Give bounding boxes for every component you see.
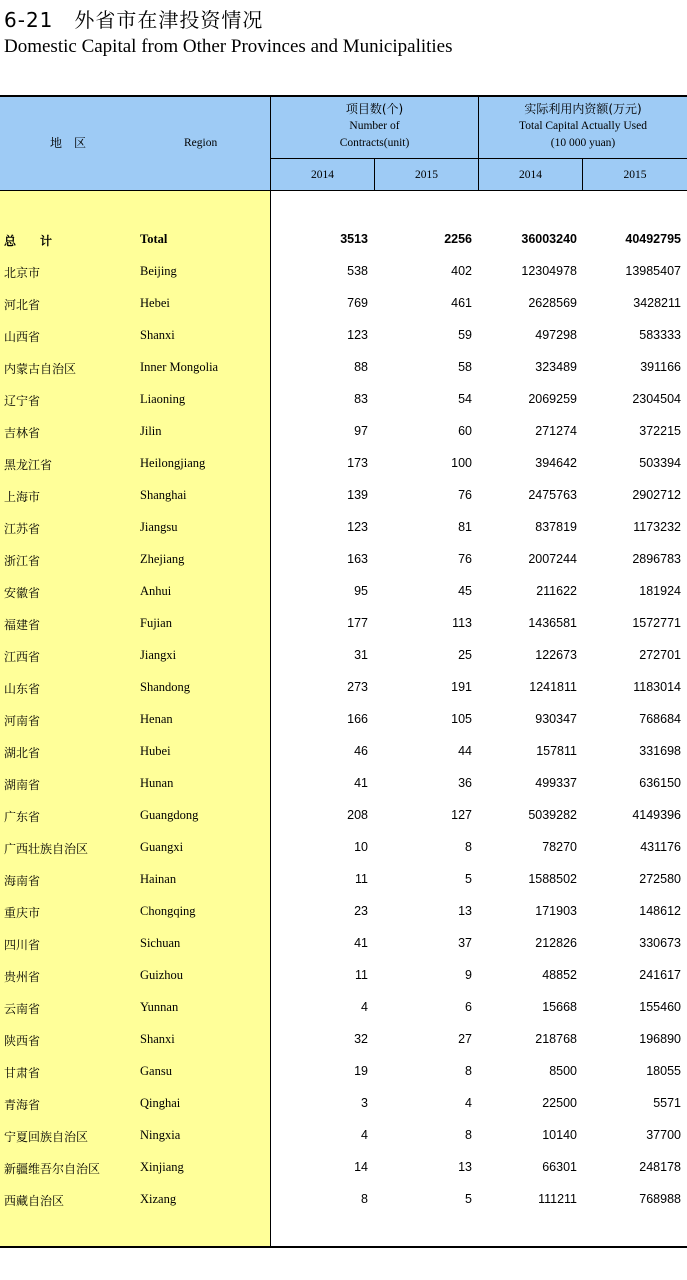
capital-2015: 148612 <box>639 904 681 918</box>
table-row <box>0 383 687 415</box>
capital-2015: 241617 <box>639 968 681 982</box>
region-name-en: Sichuan <box>140 936 181 950</box>
contracts-2015: 76 <box>458 552 472 566</box>
region-name-en: Xinjiang <box>140 1160 184 1174</box>
contracts-2015: 2256 <box>444 232 472 246</box>
table-row <box>0 415 687 447</box>
table-row <box>0 927 687 959</box>
region-name-en: Heilongjiang <box>140 456 206 470</box>
table-row <box>0 575 687 607</box>
region-name-cn: 贵州省 <box>4 970 41 984</box>
table-row <box>0 1151 687 1183</box>
capital-2015: 636150 <box>639 776 681 790</box>
capital-2015: 18055 <box>646 1064 681 1078</box>
header-contracts: 项目数(个) Number of Contracts(unit) <box>339 102 410 149</box>
capital-2014: 271274 <box>535 424 577 438</box>
contracts-2015: 25 <box>458 648 472 662</box>
region-name-cn: 北京市 <box>4 266 41 280</box>
contracts-2014: 163 <box>347 552 368 566</box>
region-name-en: Beijing <box>140 264 177 278</box>
capital-2014: 66301 <box>542 1160 577 1174</box>
contracts-2014: 4 <box>361 1128 368 1142</box>
contracts-2014: 83 <box>354 392 368 406</box>
table-title-chinese: 6-21 外省市在津投资情况 <box>4 8 264 32</box>
region-name-en: Jilin <box>140 424 162 438</box>
contracts-2015: 5 <box>465 1192 472 1206</box>
region-name-en: Guangxi <box>140 840 184 854</box>
region-name-cn: 四川省 <box>4 938 41 952</box>
region-name-cn: 广西壮族自治区 <box>4 842 89 856</box>
contracts-2014: 14 <box>354 1160 368 1174</box>
capital-2014: 497298 <box>535 328 577 342</box>
region-name-cn: 云南省 <box>4 1002 41 1016</box>
table-row <box>0 639 687 671</box>
table-row <box>0 511 687 543</box>
contracts-2015: 59 <box>458 328 472 342</box>
table-row <box>0 671 687 703</box>
region-name-cn: 山东省 <box>4 682 41 696</box>
capital-2014: 22500 <box>542 1096 577 1110</box>
region-name-cn: 河北省 <box>4 298 41 312</box>
region-name-en: Shanxi <box>140 1032 175 1046</box>
capital-2014: 1436581 <box>528 616 577 630</box>
table-row <box>0 1055 687 1087</box>
region-name-en: Hainan <box>140 872 177 886</box>
contracts-2014: 123 <box>347 520 368 534</box>
table-row <box>0 319 687 351</box>
capital-2014: 157811 <box>536 744 577 758</box>
capital-2014: 171903 <box>535 904 577 918</box>
region-name-en: Shandong <box>140 680 190 694</box>
capital-2014: 2069259 <box>528 392 577 406</box>
region-name-cn: 江西省 <box>4 650 41 664</box>
table-row <box>0 1183 687 1215</box>
table-row-total <box>0 223 687 255</box>
capital-2014: 15668 <box>542 1000 577 1014</box>
region-name-en: Zhejiang <box>140 552 185 566</box>
contracts-2014: 97 <box>354 424 368 438</box>
region-name-cn: 湖南省 <box>4 778 41 792</box>
contracts-2015: 5 <box>465 872 472 886</box>
region-name-cn: 浙江省 <box>4 554 41 568</box>
region-name-en: Yunnan <box>140 1000 179 1014</box>
contracts-2014: 177 <box>347 616 368 630</box>
header-year: 2015 <box>415 169 438 181</box>
contracts-2015: 8 <box>465 840 472 854</box>
contracts-2014: 41 <box>354 776 368 790</box>
region-name-en: Guizhou <box>140 968 184 982</box>
contracts-2014: 19 <box>354 1064 368 1078</box>
contracts-2014: 3 <box>361 1096 368 1110</box>
capital-2015: 2304504 <box>632 392 681 406</box>
contracts-2014: 11 <box>355 872 368 886</box>
capital-2015: 1572771 <box>632 616 681 630</box>
capital-2015: 1173232 <box>633 520 681 534</box>
contracts-2015: 4 <box>465 1096 472 1110</box>
contracts-2014: 88 <box>354 360 368 374</box>
table-row <box>0 543 687 575</box>
table-row <box>0 703 687 735</box>
region-name-en: Jiangsu <box>140 520 178 534</box>
header-year: 2014 <box>519 169 542 181</box>
investment-table <box>0 95 687 1248</box>
contracts-2015: 36 <box>458 776 472 790</box>
contracts-2014: 208 <box>347 808 368 822</box>
contracts-2014: 46 <box>354 744 368 758</box>
region-name-cn: 宁夏回族自治区 <box>4 1130 89 1144</box>
contracts-2015: 37 <box>458 936 472 950</box>
region-name-en: Jiangxi <box>140 648 177 662</box>
contracts-2014: 11 <box>355 968 368 982</box>
region-name-cn: 甘肃省 <box>4 1066 41 1080</box>
region-name-cn: 陕西省 <box>4 1034 41 1048</box>
table-header <box>0 97 687 191</box>
contracts-2015: 113 <box>452 616 472 630</box>
region-name-cn: 上海市 <box>4 490 41 504</box>
contracts-2014: 538 <box>347 264 368 278</box>
capital-2014: 1241811 <box>529 680 577 694</box>
table-row <box>0 831 687 863</box>
capital-2015: 37700 <box>646 1128 681 1142</box>
contracts-2015: 127 <box>451 808 472 822</box>
table-row <box>0 863 687 895</box>
capital-2014: 8500 <box>549 1064 577 1078</box>
table-row <box>0 735 687 767</box>
region-name-en: Ningxia <box>140 1128 181 1142</box>
contracts-2014: 3513 <box>340 232 368 246</box>
table-row <box>0 895 687 927</box>
region-name-cn: 安徽省 <box>4 586 41 600</box>
capital-2015: 13985407 <box>625 264 681 278</box>
table-row <box>0 1087 687 1119</box>
capital-2014: 2475763 <box>528 488 577 502</box>
region-name-cn: 辽宁省 <box>4 394 41 408</box>
contracts-2014: 31 <box>354 648 368 662</box>
region-name-cn: 青海省 <box>4 1098 41 1112</box>
contracts-2015: 27 <box>458 1032 472 1046</box>
capital-2015: 391166 <box>640 360 681 374</box>
capital-2014: 111211 <box>538 1192 577 1206</box>
capital-2015: 1183014 <box>633 680 681 694</box>
table-row <box>0 255 687 287</box>
contracts-2014: 769 <box>347 296 368 310</box>
header-year: 2014 <box>311 169 334 181</box>
capital-2014: 1588502 <box>528 872 577 886</box>
region-name-cn: 福建省 <box>4 618 41 632</box>
table-row <box>0 351 687 383</box>
table-row <box>0 959 687 991</box>
table-row <box>0 991 687 1023</box>
header-year: 2015 <box>623 169 647 181</box>
table-row <box>0 607 687 639</box>
region-name-en: Xizang <box>140 1192 177 1206</box>
capital-2015: 248178 <box>639 1160 681 1174</box>
capital-2014: 2007244 <box>528 552 577 566</box>
table-row <box>0 447 687 479</box>
table-row <box>0 1023 687 1055</box>
region-name-en: Shanxi <box>140 328 175 342</box>
region-name-en: Shanghai <box>140 488 187 502</box>
table-title-english: Domestic Capital from Other Provinces and Municipalities <box>4 36 453 57</box>
capital-2015: 3428211 <box>633 296 681 310</box>
contracts-2015: 461 <box>451 296 472 310</box>
capital-2015: 2902712 <box>632 488 681 502</box>
region-name-en: Henan <box>140 712 173 726</box>
capital-2015: 431176 <box>640 840 681 854</box>
capital-2014: 218768 <box>535 1032 577 1046</box>
capital-2015: 330673 <box>639 936 681 950</box>
contracts-2015: 58 <box>458 360 472 374</box>
region-name-en: Hebei <box>140 296 170 310</box>
capital-2015: 2896783 <box>632 552 681 566</box>
region-name-en: Anhui <box>140 584 172 598</box>
capital-2015: 503394 <box>639 456 681 470</box>
capital-2014: 394642 <box>535 456 577 470</box>
region-name-en: Qinghai <box>140 1096 181 1110</box>
header-region-en: Region <box>184 137 218 149</box>
capital-2015: 272701 <box>639 648 681 662</box>
region-name-cn: 湖北省 <box>4 746 41 760</box>
table-row <box>0 1119 687 1151</box>
region-name-en: Fujian <box>140 616 172 630</box>
capital-2015: 196890 <box>639 1032 681 1046</box>
capital-2015: 40492795 <box>625 232 681 246</box>
region-name-cn: 内蒙古自治区 <box>4 362 77 376</box>
contracts-2014: 32 <box>354 1032 368 1046</box>
region-name-en: Hunan <box>140 776 174 790</box>
region-name-cn: 广东省 <box>4 810 41 824</box>
region-name-en: Total <box>140 232 168 246</box>
capital-2015: 372215 <box>639 424 681 438</box>
contracts-2014: 139 <box>347 488 368 502</box>
region-name-cn: 总 计 <box>4 234 53 248</box>
contracts-2015: 8 <box>465 1064 472 1078</box>
capital-2015: 583333 <box>639 328 681 342</box>
region-name-en: Liaoning <box>140 392 186 406</box>
capital-2014: 499337 <box>535 776 577 790</box>
contracts-2015: 44 <box>458 744 472 758</box>
region-name-cn: 山西省 <box>4 330 41 344</box>
capital-2014: 211622 <box>536 584 577 598</box>
region-name-en: Chongqing <box>140 904 196 918</box>
capital-2015: 768988 <box>639 1192 681 1206</box>
contracts-2015: 60 <box>458 424 472 438</box>
table-body <box>0 223 687 1215</box>
region-name-cn: 海南省 <box>4 874 41 888</box>
capital-2015: 5571 <box>653 1096 681 1110</box>
capital-2014: 930347 <box>535 712 577 726</box>
region-name-en: Hubei <box>140 744 171 758</box>
contracts-2014: 41 <box>354 936 368 950</box>
region-name-en: Gansu <box>140 1064 172 1078</box>
capital-2014: 5039282 <box>528 808 577 822</box>
region-name-cn: 黑龙江省 <box>4 458 53 472</box>
contracts-2015: 191 <box>451 680 472 694</box>
region-name-cn: 新疆维吾尔自治区 <box>4 1162 101 1176</box>
region-name-cn: 江苏省 <box>4 522 41 536</box>
region-name-cn: 河南省 <box>4 714 41 728</box>
contracts-2014: 4 <box>361 1000 368 1014</box>
contracts-2014: 10 <box>354 840 368 854</box>
header-region-cn: 地 区 <box>50 136 87 150</box>
contracts-2015: 100 <box>451 456 472 470</box>
capital-2014: 10140 <box>542 1128 577 1142</box>
contracts-2014: 23 <box>354 904 368 918</box>
contracts-2014: 123 <box>347 328 368 342</box>
capital-2014: 12304978 <box>521 264 577 278</box>
capital-2014: 212826 <box>535 936 577 950</box>
table-bottom-rule <box>0 1246 687 1248</box>
contracts-2015: 13 <box>458 904 472 918</box>
contracts-2015: 45 <box>458 584 472 598</box>
capital-2015: 768684 <box>639 712 681 726</box>
contracts-2015: 6 <box>465 1000 472 1014</box>
contracts-2014: 173 <box>347 456 368 470</box>
region-name-en: Guangdong <box>140 808 199 822</box>
contracts-2015: 81 <box>458 520 472 534</box>
region-name-cn: 西藏自治区 <box>4 1194 65 1208</box>
capital-2015: 181924 <box>639 584 681 598</box>
contracts-2015: 9 <box>465 968 472 982</box>
contracts-2014: 95 <box>354 584 368 598</box>
header-divider <box>270 158 687 159</box>
table-row <box>0 799 687 831</box>
contracts-2014: 166 <box>347 712 368 726</box>
region-name-cn: 吉林省 <box>4 426 41 440</box>
contracts-2015: 8 <box>465 1128 472 1142</box>
capital-2014: 837819 <box>535 520 577 534</box>
capital-2014: 122673 <box>535 648 577 662</box>
contracts-2014: 8 <box>361 1192 368 1206</box>
table-row <box>0 767 687 799</box>
table-row <box>0 287 687 319</box>
header-capital: 实际利用内资额(万元) Total Capital Actually Used (10 000 yuan) <box>519 102 647 149</box>
capital-2014: 78270 <box>542 840 577 854</box>
region-name-en: Inner Mongolia <box>140 360 219 374</box>
contracts-2015: 402 <box>451 264 472 278</box>
contracts-2015: 13 <box>458 1160 472 1174</box>
table-row <box>0 479 687 511</box>
capital-2014: 48852 <box>542 968 577 982</box>
region-name-cn: 重庆市 <box>4 906 41 920</box>
contracts-2015: 105 <box>451 712 472 726</box>
capital-2014: 2628569 <box>528 296 577 310</box>
capital-2015: 155460 <box>639 1000 681 1014</box>
capital-2015: 331698 <box>639 744 681 758</box>
capital-2015: 272580 <box>639 872 681 886</box>
contracts-2014: 273 <box>347 680 368 694</box>
capital-2015: 4149396 <box>632 808 681 822</box>
capital-2014: 323489 <box>535 360 577 374</box>
contracts-2015: 76 <box>458 488 472 502</box>
contracts-2015: 54 <box>458 392 472 406</box>
capital-2014: 36003240 <box>521 232 577 246</box>
